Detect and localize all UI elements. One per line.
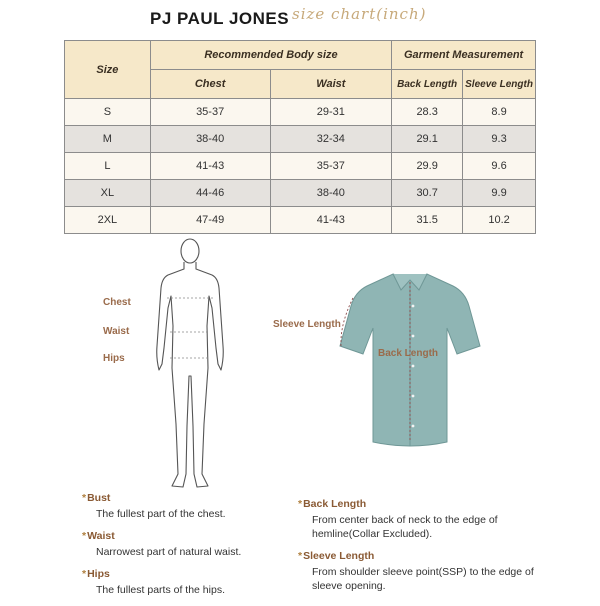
star-bullet: * — [298, 550, 303, 562]
size-chart-table — [64, 40, 536, 234]
sleeve-length-cell: 10.2 — [463, 207, 536, 234]
hips-note-text: The fullest parts of the hips. — [96, 584, 225, 596]
waist-cell: 32-34 — [270, 126, 392, 153]
sleeve-length-note-title: Sleeve Length — [303, 550, 375, 562]
col-back-length: Back Length — [392, 70, 463, 99]
back-length-note — [298, 498, 548, 541]
sleeve-length-note — [298, 550, 548, 593]
size-cell: M — [65, 126, 151, 153]
back-length-cell: 29.9 — [392, 153, 463, 180]
size-cell: L — [65, 153, 151, 180]
waist-note-text: Narrowest part of natural waist. — [96, 546, 242, 558]
recommended-body-size-header: Recommended Body size — [150, 41, 391, 70]
bust-note — [82, 492, 322, 521]
chest-cell: 41-43 — [150, 153, 270, 180]
table-row — [65, 99, 536, 126]
chest-cell: 47-49 — [150, 207, 270, 234]
waist-note-title: Waist — [87, 530, 115, 542]
size-header: Size — [65, 41, 151, 99]
waist-cell: 38-40 — [270, 180, 392, 207]
waist-cell: 41-43 — [270, 207, 392, 234]
header — [0, 0, 600, 36]
sleeve-length-note-text: From shoulder sleeve point(SSP) to the edge of sleeve opening. — [312, 566, 534, 592]
back-length-cell: 30.7 — [392, 180, 463, 207]
waist-note — [82, 530, 322, 559]
size-cell: 2XL — [65, 207, 151, 234]
star-bullet: * — [298, 498, 303, 510]
chest-cell: 44-46 — [150, 180, 270, 207]
chart-subtitle: size chart(inch) — [292, 5, 427, 23]
star-bullet: * — [82, 530, 87, 542]
waist-cell: 29-31 — [270, 99, 392, 126]
col-waist: Waist — [270, 70, 392, 99]
chest-cell: 38-40 — [150, 126, 270, 153]
sleeve-length-cell: 8.9 — [463, 99, 536, 126]
sleeve-length-label: Sleeve Length — [273, 319, 341, 330]
bust-note-title: Bust — [87, 492, 111, 504]
star-bullet: * — [82, 492, 87, 504]
col-sleeve-length: Sleeve Length — [463, 70, 536, 99]
back-length-cell: 28.3 — [392, 99, 463, 126]
table-row — [65, 126, 536, 153]
garment-measurement-header: Garment Measurement — [392, 41, 536, 70]
hips-label: Hips — [103, 353, 125, 364]
garment-notes — [298, 498, 548, 602]
sleeve-length-cell: 9.9 — [463, 180, 536, 207]
shirt-illustration — [335, 266, 485, 456]
back-length-label: Back Length — [378, 348, 439, 359]
back-length-note-text: From center back of neck to the edge of hemline(Collar Excluded). — [312, 514, 498, 540]
waist-cell: 35-37 — [270, 153, 392, 180]
chest-label: Chest — [103, 297, 131, 308]
col-chest: Chest — [150, 70, 270, 99]
table-row — [65, 207, 536, 234]
body-outline-illustration — [150, 236, 230, 496]
back-length-cell: 31.5 — [392, 207, 463, 234]
sleeve-length-cell: 9.6 — [463, 153, 536, 180]
table-row — [65, 180, 536, 207]
chest-cell: 35-37 — [150, 99, 270, 126]
size-cell: S — [65, 99, 151, 126]
table-row — [65, 153, 536, 180]
hips-note-title: Hips — [87, 568, 110, 580]
sleeve-length-cell: 9.3 — [463, 126, 536, 153]
back-length-note-title: Back Length — [303, 498, 367, 510]
bust-note-text: The fullest part of the chest. — [96, 508, 226, 520]
brand-name: PJ PAUL JONES — [150, 9, 290, 28]
back-length-cell: 29.1 — [392, 126, 463, 153]
body-notes — [82, 492, 322, 606]
star-bullet: * — [82, 568, 87, 580]
size-cell: XL — [65, 180, 151, 207]
waist-label: Waist — [103, 326, 130, 337]
hips-note — [82, 568, 322, 597]
